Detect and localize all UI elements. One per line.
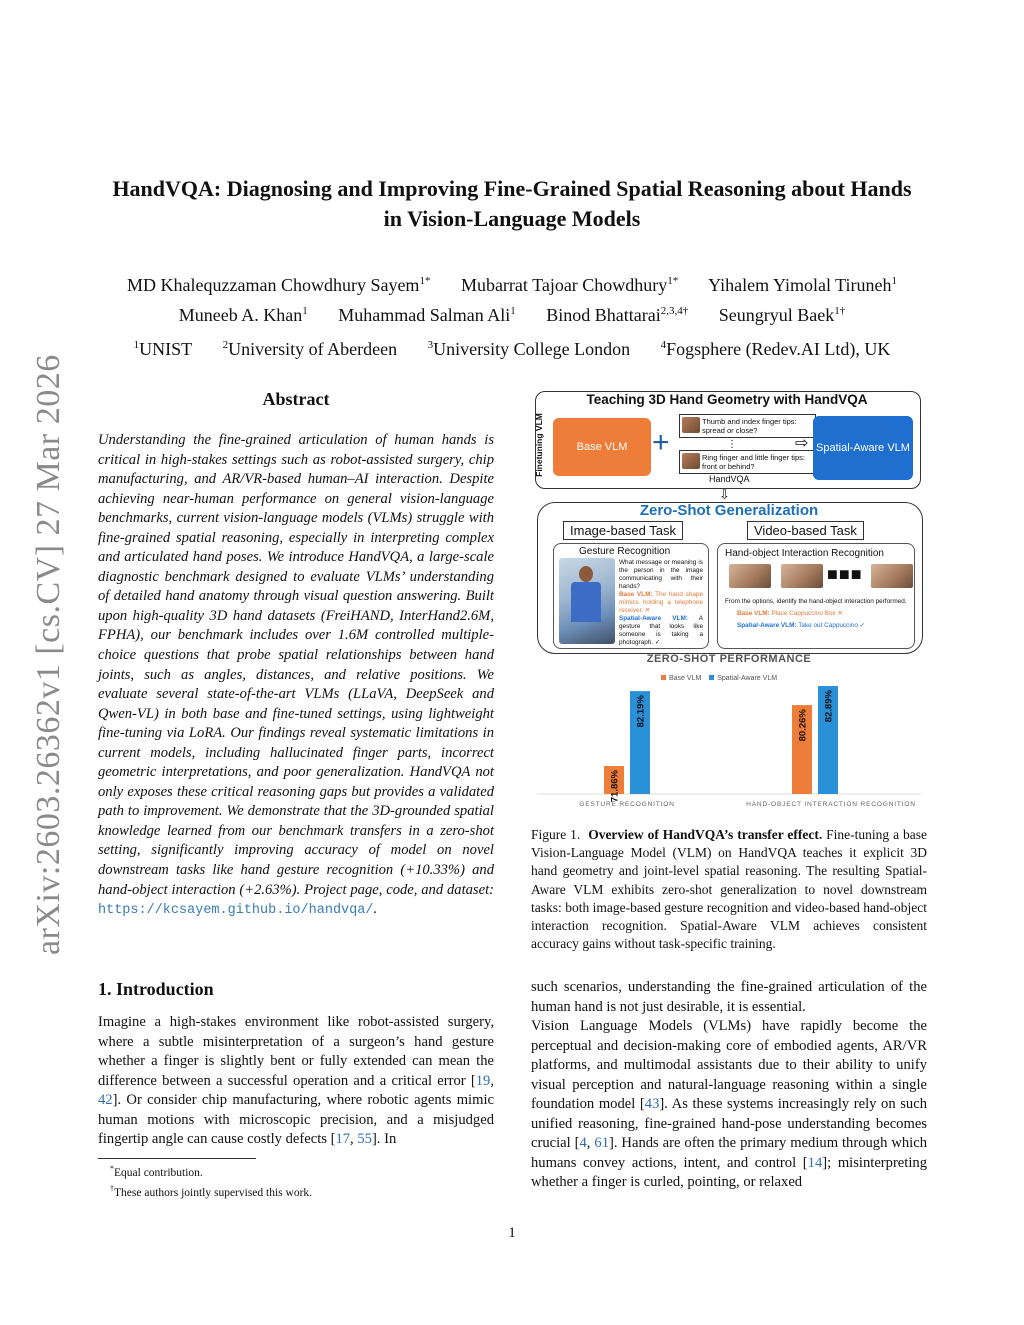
intro-right-p1: such scenarios, understanding the fine-grained articulation of the human hand is not just desirable, it is essential. [531,979,927,1015]
bar-value-label: 82.89% [823,690,835,723]
intro-paragraph-right [531,978,927,1193]
base-vlm-box: Base VLM [553,418,651,476]
spatial-aware-vlm-box: Spatial-Aware VLM [813,416,913,480]
finetuning-label: Finetuning VLM [533,413,544,477]
abstract-body: Understanding the fine-grained articulation of human hands is critical in high-stakes settings such as robot-assisted surgery, chip manufacturing, and AR/VR-based human–AI interaction. Despite achieving near-human performance on general vision-language benchmarks, current vision-language models (VLMs) struggle with fine-grained spatial reasoning, especially in interpreting complex and articulated hand poses. We introduce HandVQA, a large-scale diagnostic benchmark designed to evaluate VLMs’ understanding of detailed hand anatomy through visual question answering. Built upon high-quality 3D hand datasets (FreiHAND, InterHand2.6M, FPHA), our benchmark includes over 1.6M controlled multiple-choice questions that probe spatial relationships between hand joints, such as angles, distances, and relative positions. We evaluate several state-of-the-art VLMs (LLaVA, DeepSeek and Qwen-VL) in both base and fine-tuned settings, using lightweight fine-tuning via LoRA. Our findings reveal systematic limitations in current models, including hallucinated finger parts, incorrect geometric interpretations, and poor generalization. HandVQA not only exposes these critical reasoning gaps but provides a validated path to improvement. We demonstrate that the 3D-grounded spatial knowledge learned from our benchmark transfers in a zero-shot setting, significantly improving accuracy of model on novel downstream tasks like hand gesture recognition (+10.33%) and hand-object interaction (+2.63%). Project page, code, and dataset: https://kcsayem.github.io/handvqa/. [98,432,494,919]
bar-value-label: 82.19% [635,695,647,728]
video-frame [781,564,823,588]
gesture-qa: What message or meaning is the person in the image communicating with their hands? Base VLM: The hand shape mimics holding a telephone receiver. ✕ Spatial-Aware VLM: A gesture that looks like someone is taking a photograph. ✓ [619,559,703,646]
paper-title [90,174,934,234]
video-frame [729,564,771,588]
hand-thumbnail-icon [682,417,700,433]
affiliation: UNIST [139,339,193,359]
zero-shot-title: Zero-Shot Generalization [639,502,819,519]
author-list [100,268,924,362]
citation-link[interactable]: 42 [98,1092,113,1109]
abstract-text: Understanding the fine-grained articulation of human hands is critical in high-stakes settings such as robot-assisted surgery, chip manufacturing, and AR/VR-based human–AI interaction. Despite achieving near-human performance on general vision-language benchmarks, current vision-language models (VLMs) struggle with fine-grained spatial reasoning, especially in interpreting complex and articulated hand poses. We introduce HandVQA, a large-scale diagnostic benchmark designed to evaluate VLMs’ understanding of detailed hand anatomy through visual question answering. Built upon high-quality 3D hand datasets (FreiHAND, InterHand2.6M, FPHA), our benchmark includes over 1.6M controlled multiple-choice questions that probe spatial relationships between hand joints, such as angles, distances, and relative positions. We evaluate several state-of-the-art VLMs (LLaVA, DeepSeek and Qwen-VL) in both base and fine-tuned settings, using lightweight fine-tuning via LoRA. Our findings reveal systematic limitations in current models, including hallucinated finger parts, incorrect geometric interpretations, and poor generalization. HandVQA not only exposes these critical reasoning gaps but provides a validated path to improvement. We demonstrate that the 3D-grounded spatial knowledge learned from our benchmark transfers in a zero-shot setting, significantly improving accuracy of model on novel downstream tasks like hand gesture recognition (+10.33%) and hand-object interaction (+2.63%). Project page, code, and dataset: [98,432,494,898]
legend-label-spatial: Spatial-Aware VLM [717,675,778,682]
affiliation: University College London [433,339,631,359]
gesture-recognition-heading: Gesture Recognition [579,546,671,557]
category-label: GESTURE RECOGNITION [579,801,675,808]
citation-link[interactable]: 4 [579,1135,587,1152]
author: MD Khalequzzaman Chowdhury Sayem [127,275,420,295]
teaching-panel-title: Teaching 3D Hand Geometry with HandVQA [586,392,868,407]
more-frames-icon: ■■■ [827,564,863,584]
footnote-divider [98,1158,256,1159]
category-label: HAND-OBJECT INTERACTION RECOGNITION [746,801,916,808]
hoi-qa: From the options, identify the hand-object interaction performed. Base VLM: Place Cappuccino Box ✕ Spatial-Aware VLM: Take out Cappuccino ✓ [725,598,907,629]
author: Mubarrat Tajoar Chowdhury [460,275,668,295]
page-number: 1 [508,1225,516,1241]
arxiv-id-text: arXiv:2603.26362v1 [cs.CV] 27 Mar 2026 [30,354,67,955]
affiliation: Fogsphere (Redev.AI Ltd), UK [666,339,891,359]
affiliations: $^1$UNIST $^2$University of Aberdeen $^3$University College London $^4$Fogsphere (Redev.AI Ltd), UK [133,339,891,359]
person-photo [559,558,615,644]
arrow-down-icon: ⇩ [719,487,730,502]
video-task-label: Video-based Task [747,521,864,540]
footnote-supervision: †These authors jointly supervised this work. [110,1183,313,1199]
arrow-right-icon: ⇨ [795,435,809,452]
project-link[interactable]: https://kcsayem.github.io/handvqa/ [98,903,374,919]
bar-value-label: 80.26% [797,709,809,742]
author: Seungryul Baek [718,305,835,325]
citation-link[interactable]: 55 [357,1131,372,1148]
citation-link[interactable]: 43 [644,1096,660,1113]
author: Muhammad Salman Ali [338,305,511,325]
caption-label: Figure 1. [531,827,581,842]
question-card: Ring finger and little finger tips: front or behind? [679,450,816,474]
question-card: Thumb and index finger tips: spread or close? [679,414,816,438]
author-row-1: MD Khalequzzaman Chowdhury Sayem$^{1*}$ Mubarrat Tajoar Chowdhury$^{1*}$ Yihalem Yimolal Tiruneh$^1$ [127,275,897,295]
footnote-equal-contribution: *Equal contribution. [110,1164,203,1179]
intro-paragraph-left: Imagine a high-stakes environment like robot-assisted surgery, where a subtle misinterpretation of a surgeon’s hand gesture whether a finger is slightly bent or fully extended can mean the difference between a successful operation and a critical error [19, 42]. Or consider chip manufacturing, where robotic agents mimic human motions with microscopic precision, and a misjudged fingertip angle can cause costly defects [17, 55]. In [98,1014,494,1148]
hand-thumbnail-icon [682,453,700,469]
plus-icon: + [652,426,670,459]
hoi-recognition-heading: Hand-object Interaction Recognition [725,548,884,559]
more-questions-icon: ⋮ [727,439,737,450]
footnotes [110,1161,312,1201]
zero-shot-bar-chart [531,678,927,808]
intro-right-p2: Vision Language Models (VLMs) have rapidly become the perceptual and decision-making core of embodied agents, AR/VR platforms, and multimodal assistants due to their ability to unify visual perception and natural-language reasoning within a single foundation model [43]. As these systems increasingly rely on such unified reasoning, fine-grained hand-pose understanding becomes crucial [4, 61]. Hands are often the primary medium through which humans convey actions, intent, and control [14]; misinterpreting whether a finger is curled, pointing, or relaxed [531,1018,927,1191]
affiliation: University of Aberdeen [228,339,398,359]
abstract-heading: Abstract [262,389,330,409]
author-row-2: Muneeb A. Khan$^1$ Muhammad Salman Ali$^1$ Binod Bhattarai$^{2,3,4\dagger}$ Seungryul Baek$^{1\dagger}$ [178,305,846,325]
title-line-2: in Vision-Language Models [383,206,641,231]
image-task-label: Image-based Task [563,521,683,540]
bar-value-label: 71.86% [609,770,621,803]
video-frame [871,564,913,588]
caption-bold: Overview of HandVQA’s transfer effect. [588,827,823,842]
caption-text: Fine-tuning a base Vision-Language Model (VLM) on HandVQA teaches it explicit 3D hand geometry and joint-level spatial reasoning. The resulting Spatial-Aware VLM exhibits zero-shot generalization to novel downstream tasks: both image-based gesture recognition and video-based hand-object interaction recognition. Spatial-Aware VLM achieves consistent accuracy gains without task-specific training. [531,827,928,952]
handvqa-label: HandVQA [709,474,750,484]
title-line-1: HandVQA: Diagnosing and Improving Fine-Grained Spatial Reasoning about Hands [112,176,912,201]
chart-title: ZERO-SHOT PERFORMANCE [646,653,812,665]
citation-link[interactable]: 17 [335,1131,351,1148]
section-heading-introduction: 1. Introduction [98,979,214,999]
author: Binod Bhattarai [546,305,661,325]
figure-caption [531,826,927,953]
citation-link[interactable]: 61 [594,1135,609,1152]
citation-link[interactable]: 14 [807,1154,823,1171]
author: Yihalem Yimolal Tiruneh [708,275,892,295]
author: Muneeb A. Khan [178,305,303,325]
legend-label-base: Base VLM [669,675,702,682]
citation-link[interactable]: 19 [475,1072,491,1089]
figure-1 [531,388,927,808]
